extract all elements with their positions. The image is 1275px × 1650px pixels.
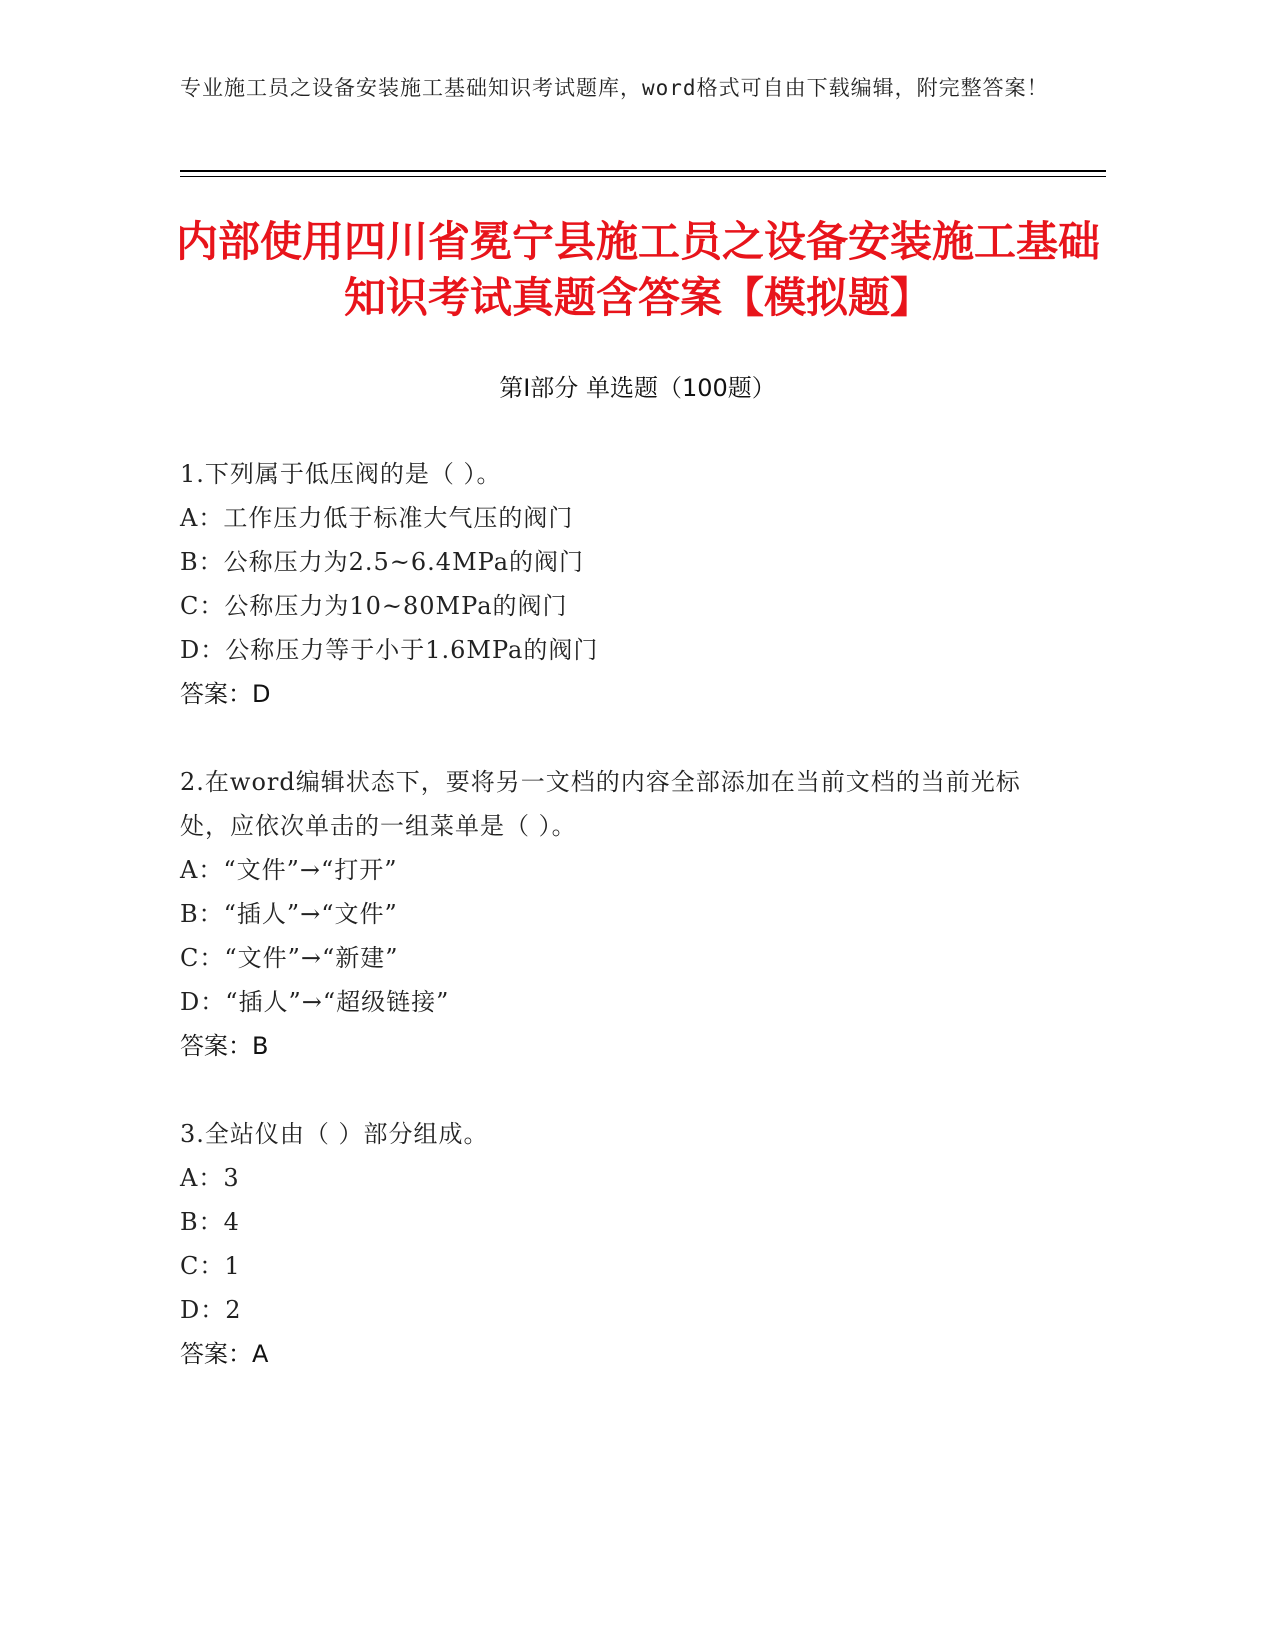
question-3 [180,1112,1040,1376]
option-c: C：1 [180,1252,241,1280]
header-note: 专业施工员之设备安装施工基础知识考试题库，word格式可自由下载编辑，附完整答案！ [180,76,1049,100]
option-d: D：“插人”→“超级链接” [180,988,450,1016]
header-rule-thick [180,170,1106,172]
question-list [180,452,1040,1420]
section-heading: 第Ⅰ部分 单选题（100题） [499,374,776,402]
answer: 答案：B [180,1032,269,1060]
option-a: A：工作压力低于标准大气压的阀门 [180,504,574,532]
option-d: D：公称压力等于小于1.6MPa的阀门 [180,636,599,664]
option-d: D：2 [180,1296,242,1324]
question-stem: 1.下列属于低压阀的是（ ）。 [180,460,502,488]
option-a: A：3 [180,1164,240,1192]
option-b: B：“插人”→“文件” [180,900,398,928]
document-title: 内部使用四川省冕宁县施工员之设备安装施工基础知识考试真题含答案【模拟题】 [175,217,1100,322]
option-c: C：公称压力为10~80MPa的阀门 [180,592,568,620]
question-1 [180,452,1040,716]
answer: 答案：A [180,1340,269,1368]
header-rule-thin [180,176,1106,177]
question-stem: 2.在word编辑状态下，要将另一文档的内容全部添加在当前文档的当前光标处，应依次单击的一组菜单是（ ）。 [180,768,1021,840]
option-b: B：公称压力为2.5~6.4MPa的阀门 [180,548,585,576]
question-2 [180,760,1040,1068]
question-stem: 3.全站仪由（ ）部分组成。 [180,1120,489,1148]
option-b: B：4 [180,1208,240,1236]
answer: 答案：D [180,680,271,708]
option-a: A：“文件”→“打开” [180,856,398,884]
option-c: C：“文件”→“新建” [180,944,399,972]
